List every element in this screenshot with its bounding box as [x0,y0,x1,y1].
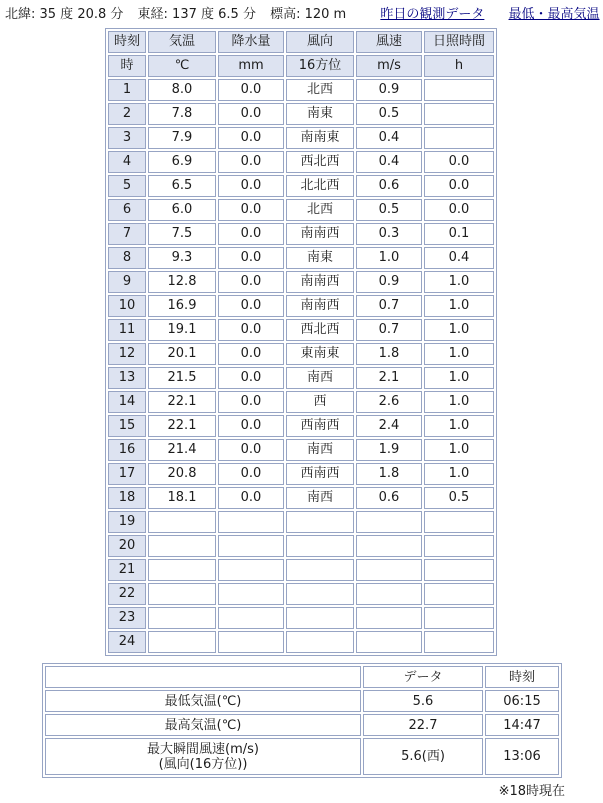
temperature-cell: 21.5 [148,367,216,389]
summary-time-cell: 14:47 [485,714,559,736]
column-header-label: 時刻 [108,31,146,53]
wind-speed-cell: 1.8 [356,343,422,365]
summary-table-header [45,666,559,688]
wind-direction-cell: 北西 [286,79,354,101]
temperature-cell [148,631,216,653]
precipitation-cell: 0.0 [218,127,284,149]
summary-header-empty [45,666,361,688]
min-max-temp-link[interactable]: 最低・最高気温 [508,7,600,22]
wind-direction-cell [286,631,354,653]
sunshine-cell: 1.0 [424,439,494,461]
wind-direction-cell: 西北西 [286,151,354,173]
temperature-cell [148,559,216,581]
precipitation-cell: 0.0 [218,487,284,509]
summary-data-cell: 5.6(西) [363,738,483,775]
temperature-cell: 7.5 [148,223,216,245]
wind-speed-cell: 1.0 [356,247,422,269]
wind-speed-cell: 1.8 [356,463,422,485]
temperature-cell [148,535,216,557]
obs-header-unit-row [108,55,494,77]
sunshine-cell: 1.0 [424,343,494,365]
precipitation-cell [218,511,284,533]
hour-row [108,79,494,101]
temperature-cell: 22.1 [148,415,216,437]
column-header-unit: 時 [108,55,146,77]
hour-row [108,271,494,293]
wind-direction-cell: 西南西 [286,463,354,485]
temperature-cell: 12.8 [148,271,216,293]
precipitation-cell [218,559,284,581]
column-header-unit: h [424,55,494,77]
precipitation-cell: 0.0 [218,463,284,485]
hour-cell: 20 [108,535,146,557]
summary-header-time: 時刻 [485,666,559,688]
sunshine-cell [424,607,494,629]
hour-cell: 1 [108,79,146,101]
precipitation-cell: 0.0 [218,415,284,437]
as-of-time-note: ※18時現在 [498,784,565,799]
wind-speed-cell: 0.4 [356,127,422,149]
temperature-cell: 20.1 [148,343,216,365]
hour-cell: 8 [108,247,146,269]
temperature-cell: 19.1 [148,319,216,341]
temperature-cell [148,583,216,605]
longitude-text: 東経: 137 度 6.5 分 [137,7,256,22]
summary-label-line: 最高気温(℃) [164,717,242,733]
hour-cell: 2 [108,103,146,125]
hour-row [108,439,494,461]
summary-table-body [45,690,559,775]
wind-speed-cell: 1.9 [356,439,422,461]
precipitation-cell [218,631,284,653]
sunshine-cell: 0.4 [424,247,494,269]
wind-direction-cell: 南西 [286,487,354,509]
location-info-bar [5,3,600,22]
wind-speed-cell [356,535,422,557]
summary-label-line: (風向(16方位)) [158,756,248,772]
wind-direction-cell [286,535,354,557]
temperature-cell: 22.1 [148,391,216,413]
hour-cell: 18 [108,487,146,509]
sunshine-cell [424,79,494,101]
column-header-label: 降水量 [218,31,284,53]
precipitation-cell [218,607,284,629]
hour-row [108,607,494,629]
hour-cell: 3 [108,127,146,149]
temperature-cell: 8.0 [148,79,216,101]
sunshine-cell [424,559,494,581]
sunshine-cell: 0.0 [424,175,494,197]
wind-direction-cell: 北北西 [286,175,354,197]
wind-speed-cell: 0.6 [356,487,422,509]
temperature-cell: 21.4 [148,439,216,461]
sunshine-cell [424,511,494,533]
wind-direction-cell: 南東 [286,103,354,125]
hour-row [108,295,494,317]
wind-speed-cell: 0.5 [356,103,422,125]
temperature-cell: 7.8 [148,103,216,125]
hour-row [108,391,494,413]
wind-direction-cell: 南南西 [286,223,354,245]
summary-time-cell: 06:15 [485,690,559,712]
sunshine-cell: 1.0 [424,295,494,317]
wind-speed-cell: 0.6 [356,175,422,197]
wind-speed-cell [356,631,422,653]
summary-label-line: 最大瞬間風速(m/s) [147,741,259,757]
wind-speed-cell: 2.1 [356,367,422,389]
column-header-label: 日照時間 [424,31,494,53]
wind-direction-cell: 西 [286,391,354,413]
hour-cell: 14 [108,391,146,413]
hour-row [108,319,494,341]
wind-direction-cell [286,559,354,581]
sunshine-cell: 1.0 [424,463,494,485]
hour-cell: 7 [108,223,146,245]
hourly-observation-table [105,28,497,656]
precipitation-cell: 0.0 [218,103,284,125]
yesterday-data-link[interactable]: 昨日の観測データ [380,7,485,22]
summary-header-row [45,666,559,688]
summary-row [45,690,559,712]
hour-row [108,223,494,245]
sunshine-cell [424,583,494,605]
hour-row [108,247,494,269]
wind-direction-cell: 東南東 [286,343,354,365]
wind-direction-cell [286,511,354,533]
summary-label-line: 最低気温(℃) [164,693,242,709]
column-header-unit: 16方位 [286,55,354,77]
wind-direction-cell [286,583,354,605]
precipitation-cell: 0.0 [218,367,284,389]
wind-speed-cell: 2.4 [356,415,422,437]
temperature-cell: 6.9 [148,151,216,173]
sunshine-cell: 1.0 [424,391,494,413]
wind-speed-cell [356,607,422,629]
hour-cell: 13 [108,367,146,389]
temperature-cell: 20.8 [148,463,216,485]
precipitation-cell: 0.0 [218,199,284,221]
summary-label-cell [45,714,361,736]
wind-speed-cell: 0.7 [356,295,422,317]
hour-row [108,199,494,221]
hour-cell: 16 [108,439,146,461]
wind-speed-cell [356,511,422,533]
wind-direction-cell [286,607,354,629]
latitude-text: 北緯: 35 度 20.8 分 [5,7,124,22]
precipitation-cell: 0.0 [218,151,284,173]
column-header-unit: m/s [356,55,422,77]
hour-row [108,535,494,557]
wind-direction-cell: 南南東 [286,127,354,149]
precipitation-cell: 0.0 [218,175,284,197]
column-header-unit: ℃ [148,55,216,77]
summary-row [45,738,559,775]
summary-data-cell: 22.7 [363,714,483,736]
sunshine-cell: 1.0 [424,319,494,341]
elevation-text: 標高: 120 m [270,7,347,22]
wind-direction-cell: 南東 [286,247,354,269]
hour-row [108,367,494,389]
wind-speed-cell: 2.6 [356,391,422,413]
sunshine-cell: 1.0 [424,271,494,293]
summary-header-data: データ [363,666,483,688]
hour-cell: 24 [108,631,146,653]
temperature-cell: 6.0 [148,199,216,221]
summary-time-cell: 13:06 [485,738,559,775]
hour-row [108,127,494,149]
precipitation-cell: 0.0 [218,295,284,317]
temperature-cell [148,607,216,629]
precipitation-cell: 0.0 [218,271,284,293]
hour-cell: 23 [108,607,146,629]
column-header-unit: mm [218,55,284,77]
column-header-label: 風速 [356,31,422,53]
wind-direction-cell: 西南西 [286,415,354,437]
hour-cell: 19 [108,511,146,533]
hour-row [108,583,494,605]
hour-cell: 9 [108,271,146,293]
precipitation-cell [218,583,284,605]
hour-row [108,151,494,173]
hour-cell: 5 [108,175,146,197]
wind-speed-cell: 0.9 [356,271,422,293]
sunshine-cell: 0.0 [424,151,494,173]
hour-row [108,103,494,125]
wind-speed-cell: 0.9 [356,79,422,101]
wind-direction-cell: 南南西 [286,295,354,317]
sunshine-cell [424,127,494,149]
hour-cell: 6 [108,199,146,221]
temperature-cell: 7.9 [148,127,216,149]
hour-row [108,175,494,197]
summary-row [45,714,559,736]
temperature-cell: 6.5 [148,175,216,197]
wind-direction-cell: 南南西 [286,271,354,293]
sunshine-cell [424,103,494,125]
hour-row [108,343,494,365]
summary-table [42,663,562,778]
hour-cell: 22 [108,583,146,605]
precipitation-cell: 0.0 [218,343,284,365]
sunshine-cell: 0.0 [424,199,494,221]
sunshine-cell [424,535,494,557]
temperature-cell: 18.1 [148,487,216,509]
temperature-cell: 9.3 [148,247,216,269]
obs-table-body [108,79,494,653]
hour-cell: 11 [108,319,146,341]
hour-row [108,487,494,509]
hour-cell: 12 [108,343,146,365]
hour-row [108,415,494,437]
column-header-label: 風向 [286,31,354,53]
hour-cell: 4 [108,151,146,173]
wind-speed-cell: 0.7 [356,319,422,341]
column-header-label: 気温 [148,31,216,53]
hour-cell: 17 [108,463,146,485]
hour-row [108,559,494,581]
sunshine-cell: 0.5 [424,487,494,509]
wind-speed-cell: 0.5 [356,199,422,221]
precipitation-cell: 0.0 [218,247,284,269]
wind-direction-cell: 北西 [286,199,354,221]
precipitation-cell: 0.0 [218,439,284,461]
wind-direction-cell: 南西 [286,367,354,389]
summary-label-cell [45,738,361,775]
wind-speed-cell [356,583,422,605]
temperature-cell: 16.9 [148,295,216,317]
precipitation-cell: 0.0 [218,223,284,245]
summary-label-cell [45,690,361,712]
precipitation-cell: 0.0 [218,79,284,101]
precipitation-cell: 0.0 [218,319,284,341]
hour-cell: 15 [108,415,146,437]
precipitation-cell [218,535,284,557]
summary-data-cell: 5.6 [363,690,483,712]
sunshine-cell: 1.0 [424,415,494,437]
wind-speed-cell: 0.3 [356,223,422,245]
sunshine-cell [424,631,494,653]
wind-speed-cell: 0.4 [356,151,422,173]
sunshine-cell: 0.1 [424,223,494,245]
hour-cell: 10 [108,295,146,317]
obs-header-label-row [108,31,494,53]
hour-row [108,631,494,653]
hour-row [108,511,494,533]
hour-row [108,463,494,485]
precipitation-cell: 0.0 [218,391,284,413]
sunshine-cell: 1.0 [424,367,494,389]
obs-table-header [108,31,494,77]
temperature-cell [148,511,216,533]
wind-speed-cell [356,559,422,581]
wind-direction-cell: 南西 [286,439,354,461]
hour-cell: 21 [108,559,146,581]
wind-direction-cell: 西北西 [286,319,354,341]
